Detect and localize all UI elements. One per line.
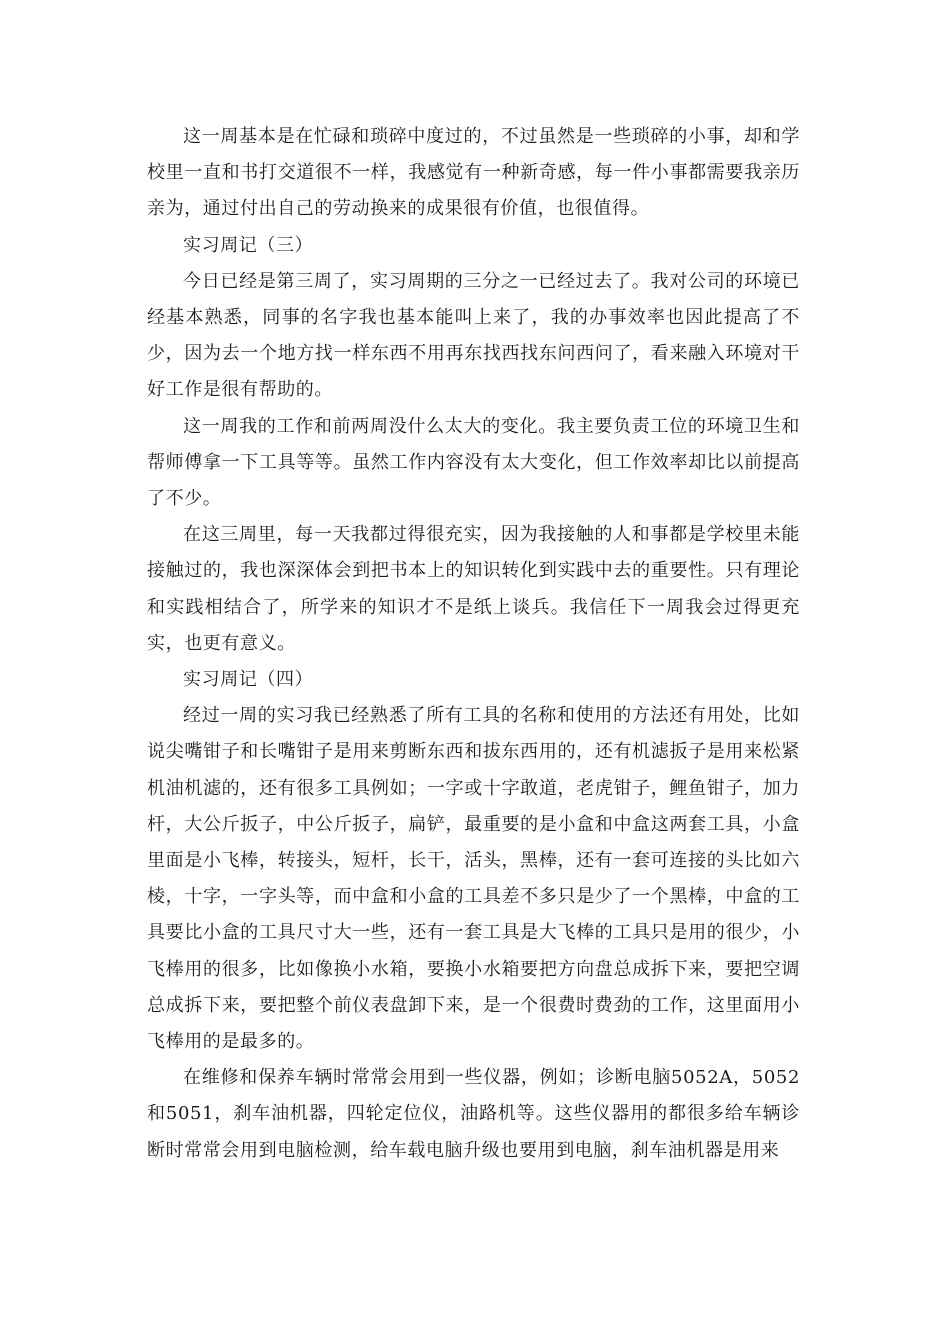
paragraph: 这一周我的工作和前两周没什么太大的变化。我主要负责工位的环境卫生和帮师傅拿一下工具等等。虽然工作内容没有太大变化，但工作效率却比以前提高了不少。	[147, 415, 800, 510]
paragraph: 在这三周里，每一天我都过得很充实，因为我接触的人和事都是学校里未能接触过的，我也深深体会到把书本上的知识转化到实践中去的重要性。只有理论和实践相结合了，所学来的知识才不是纸上谈兵。我信任下一周我会过得更充实，也更有意义。	[147, 524, 800, 654]
document-body	[147, 119, 800, 1169]
paragraph: 在维修和保养车辆时常常会用到一些仪器，例如；诊断电脑5052A，5052和5051，刹车油机器，四轮定位仪，油路机等。这些仪器用的都很多给车辆诊断时常常会用到电脑检测，给车载电脑升级也要用到电脑，刹车油机器是用来	[147, 1067, 800, 1161]
section-heading: 实习周记（四）	[183, 669, 314, 691]
paragraph: 经过一周的实习我已经熟悉了所有工具的名称和使用的方法还有用处，比如说尖嘴钳子和长嘴钳子是用来剪断东西和拔东西用的，还有机滤扳子是用来松紧机油机滤的，还有很多工具例如；一字或十字敢道，老虎钳子，鲤鱼钳子，加力杆，大公斤扳子，中公斤扳子，扁铲，最重要的是小盒和中盒这两套工具，小盒里面是小飞棒，转接头，短杆，长干，活头，黑棒，还有一套可连接的头比如六棱，十字，一字头等，而中盒和小盒的工具差不多只是少了一个黑棒，中盒的工具要比小盒的工具尺寸大一些，还有一套工具是大飞棒的工具只是用的很少，小飞棒用的很多，比如像换小水箱，要换小水箱要把方向盘总成拆下来，要把空调总成拆下来，要把整个前仪表盘卸下来，是一个很费时费劲的工作，这里面用小飞棒用的是最多的。	[147, 705, 800, 1053]
paragraph: 今日已经是第三周了，实习周期的三分之一已经过去了。我对公司的环境已经基本熟悉，同事的名字我也基本能叫上来了，我的办事效率也因此提高了不少，因为去一个地方找一样东西不用再东找西找东问西问了，看来融入环境对干好工作是很有帮助的。	[147, 270, 800, 401]
section-heading: 实习周记（三）	[183, 234, 314, 256]
paragraph: 这一周基本是在忙碌和琐碎中度过的，不过虽然是一些琐碎的小事，却和学校里一直和书打交道很不一样，我感觉有一种新奇感，每一件小事都需要我亲历亲为，通过付出自己的劳动换来的成果很有价值，也很值得。	[147, 126, 800, 220]
